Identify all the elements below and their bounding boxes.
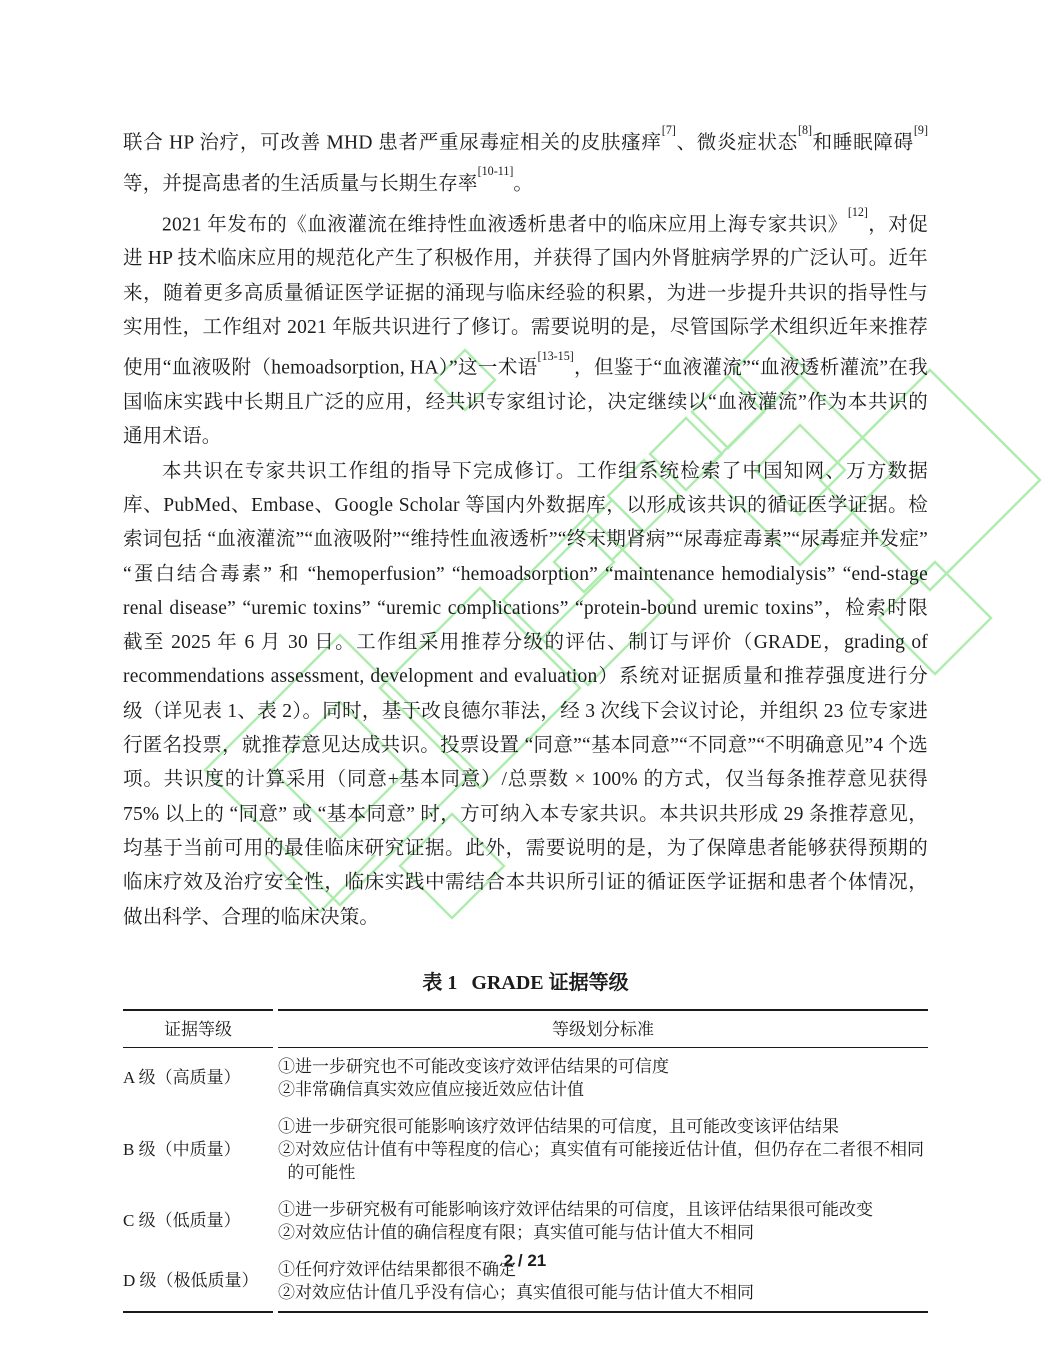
paragraph-text: 本共识在专家共识工作组的指导下完成修订。工作组系统检索了中国知网、万方数据库、PubMed、Embase、Google Scholar 等国内外数据库，以形成该共识的循证医学证据。检索词包括 “血液灌流”“血液吸附”“维持性血液透析”“终末期肾病”“尿毒症毒素”“尿毒症并发症” “蛋白结合毒素” 和 “hemoperfusion” “hemoadsorption” “maintenance hemodialysis” “end-stage renal disease” “uremic toxins” “uremic complications” “protein-bound uremic toxins”，检索时限截至 2025 年 6 月 30 日。工作组采用推荐分级的评估、制订与评价（GRADE，grading of recommendations assessment, development and evaluation）系统对证据质量和推荐强度进行分级（详见表 1、表 2）。同时，基于改良德尔菲法，经 3 次线下会议讨论，并组织 23 位专家进行匿名投票，就推荐意见达成共识。投票设置 “同意”“基本同意”“不同意”“不明确意见”4 个选项。共识度的计算采用（同意+基本同意）/总票数 × 100% 的方式，仅当每条推荐意见获得 75% 以上的 “同意” 或 “基本同意” 时，方可纳入本专家共识。本共识共形成 29 条推荐意见，均基于当前可用的最佳临床研究证据。此外，需要说明的是，为了保障患者能够获得预期的临床疗效及治疗安全性，临床实践中需结合本共识所引证的循证医学证据和患者个体情况，做出科学、合理的临床决策。: [123, 460, 928, 928]
table-header-criteria: 等级划分标准: [278, 1009, 928, 1048]
grade-cell: C 级（低质量）: [123, 1211, 241, 1231]
paragraph-text: 联合 HP 治疗，可改善 MHD 患者严重尿毒症相关的皮肤瘙痒: [123, 132, 662, 154]
grade-cell: A 级（高质量）: [123, 1068, 241, 1088]
paragraph: [123, 202, 928, 455]
table-row: [123, 1048, 928, 1108]
paragraph-text: 等，并提高患者的生活质量与长期生存率: [123, 173, 478, 195]
table-row: [123, 1191, 928, 1251]
table1-title-text: GRADE 证据等级: [471, 971, 629, 994]
grade-cell: B 级（中质量）: [123, 1139, 241, 1159]
paragraph-text: 。: [513, 173, 534, 195]
criteria-cell: [278, 1191, 928, 1251]
document-body: [123, 120, 928, 1313]
citation-ref: [10-11]: [477, 164, 514, 179]
criteria-cell: [278, 1108, 928, 1191]
paragraph: [123, 455, 928, 935]
body-paragraphs: [123, 120, 928, 935]
table-row: [123, 1108, 928, 1191]
criteria-item: ②对效应估计值有中等程度的信心；真实值有可能接近估计值，但仍存在二者很不相同的可能性: [278, 1139, 924, 1182]
paragraph-text: ，对促进 HP 技术临床应用的规范化产生了积极作用，并获得了国内外肾脏病学界的广泛认可。近年来，随着更多高质量循证医学证据的涌现与临床经验的积累，为进一步提升共识的指导性与实用性，工作组对 2021 年版共识进行了修订。需要说明的是，尽管国际学术组织近年来推荐使用“血液吸附（hemoadsorption, HA）”这一术语: [123, 214, 928, 379]
table1-title: [123, 968, 928, 998]
criteria-item: ①进一步研究很可能影响该疗效评估结果的可信度，且可能改变该评估结果: [278, 1116, 839, 1136]
paragraph-text: 、微炎症状态: [675, 132, 798, 154]
paragraph-text: ，但鉴于“血液灌流”“血液透析灌流”在我国临床实践中长期且广泛的应用，经共识专家组讨论，决定继续以“血液灌流”作为本共识的通用术语。: [123, 357, 928, 448]
criteria-item: ②非常确信真实效应值应接近效应估计值: [278, 1079, 584, 1099]
criteria-item: ①进一步研究也不可能改变该疗效评估结果的可信度: [278, 1056, 669, 1076]
table1-title-label: 表 1: [422, 971, 458, 994]
citation-ref: [9]: [913, 123, 928, 138]
citation-ref: [7]: [661, 123, 676, 138]
criteria-item: ①进一步研究极有可能影响该疗效评估结果的可信度，且该评估结果很可能改变: [278, 1199, 873, 1219]
criteria-item: ②对效应估计值的确信程度有限；真实值可能与估计值大不相同: [278, 1222, 754, 1242]
paragraph-text: 2021 年发布的《血液灌流在维持性血液透析患者中的临床应用上海专家共识》: [162, 214, 848, 236]
citation-ref: [8]: [797, 123, 813, 138]
criteria-cell: [278, 1048, 928, 1108]
citation-ref: [12]: [847, 204, 868, 219]
paragraph-text: 和睡眠障碍: [812, 132, 914, 154]
table-header-grade: 证据等级: [123, 1009, 273, 1048]
citation-ref: [13-15]: [537, 348, 574, 363]
table-header-row: [123, 1009, 928, 1048]
paragraph: [123, 120, 928, 202]
grade-cell: D 级（极低质量）: [123, 1251, 273, 1313]
criteria-item: ①任何疗效评估结果都很不确定: [278, 1259, 516, 1279]
page-number: 2 / 21: [503, 1251, 547, 1270]
criteria-item: ②对效应估计值几乎没有信心；真实值很可能与估计值大不相同: [278, 1282, 754, 1302]
